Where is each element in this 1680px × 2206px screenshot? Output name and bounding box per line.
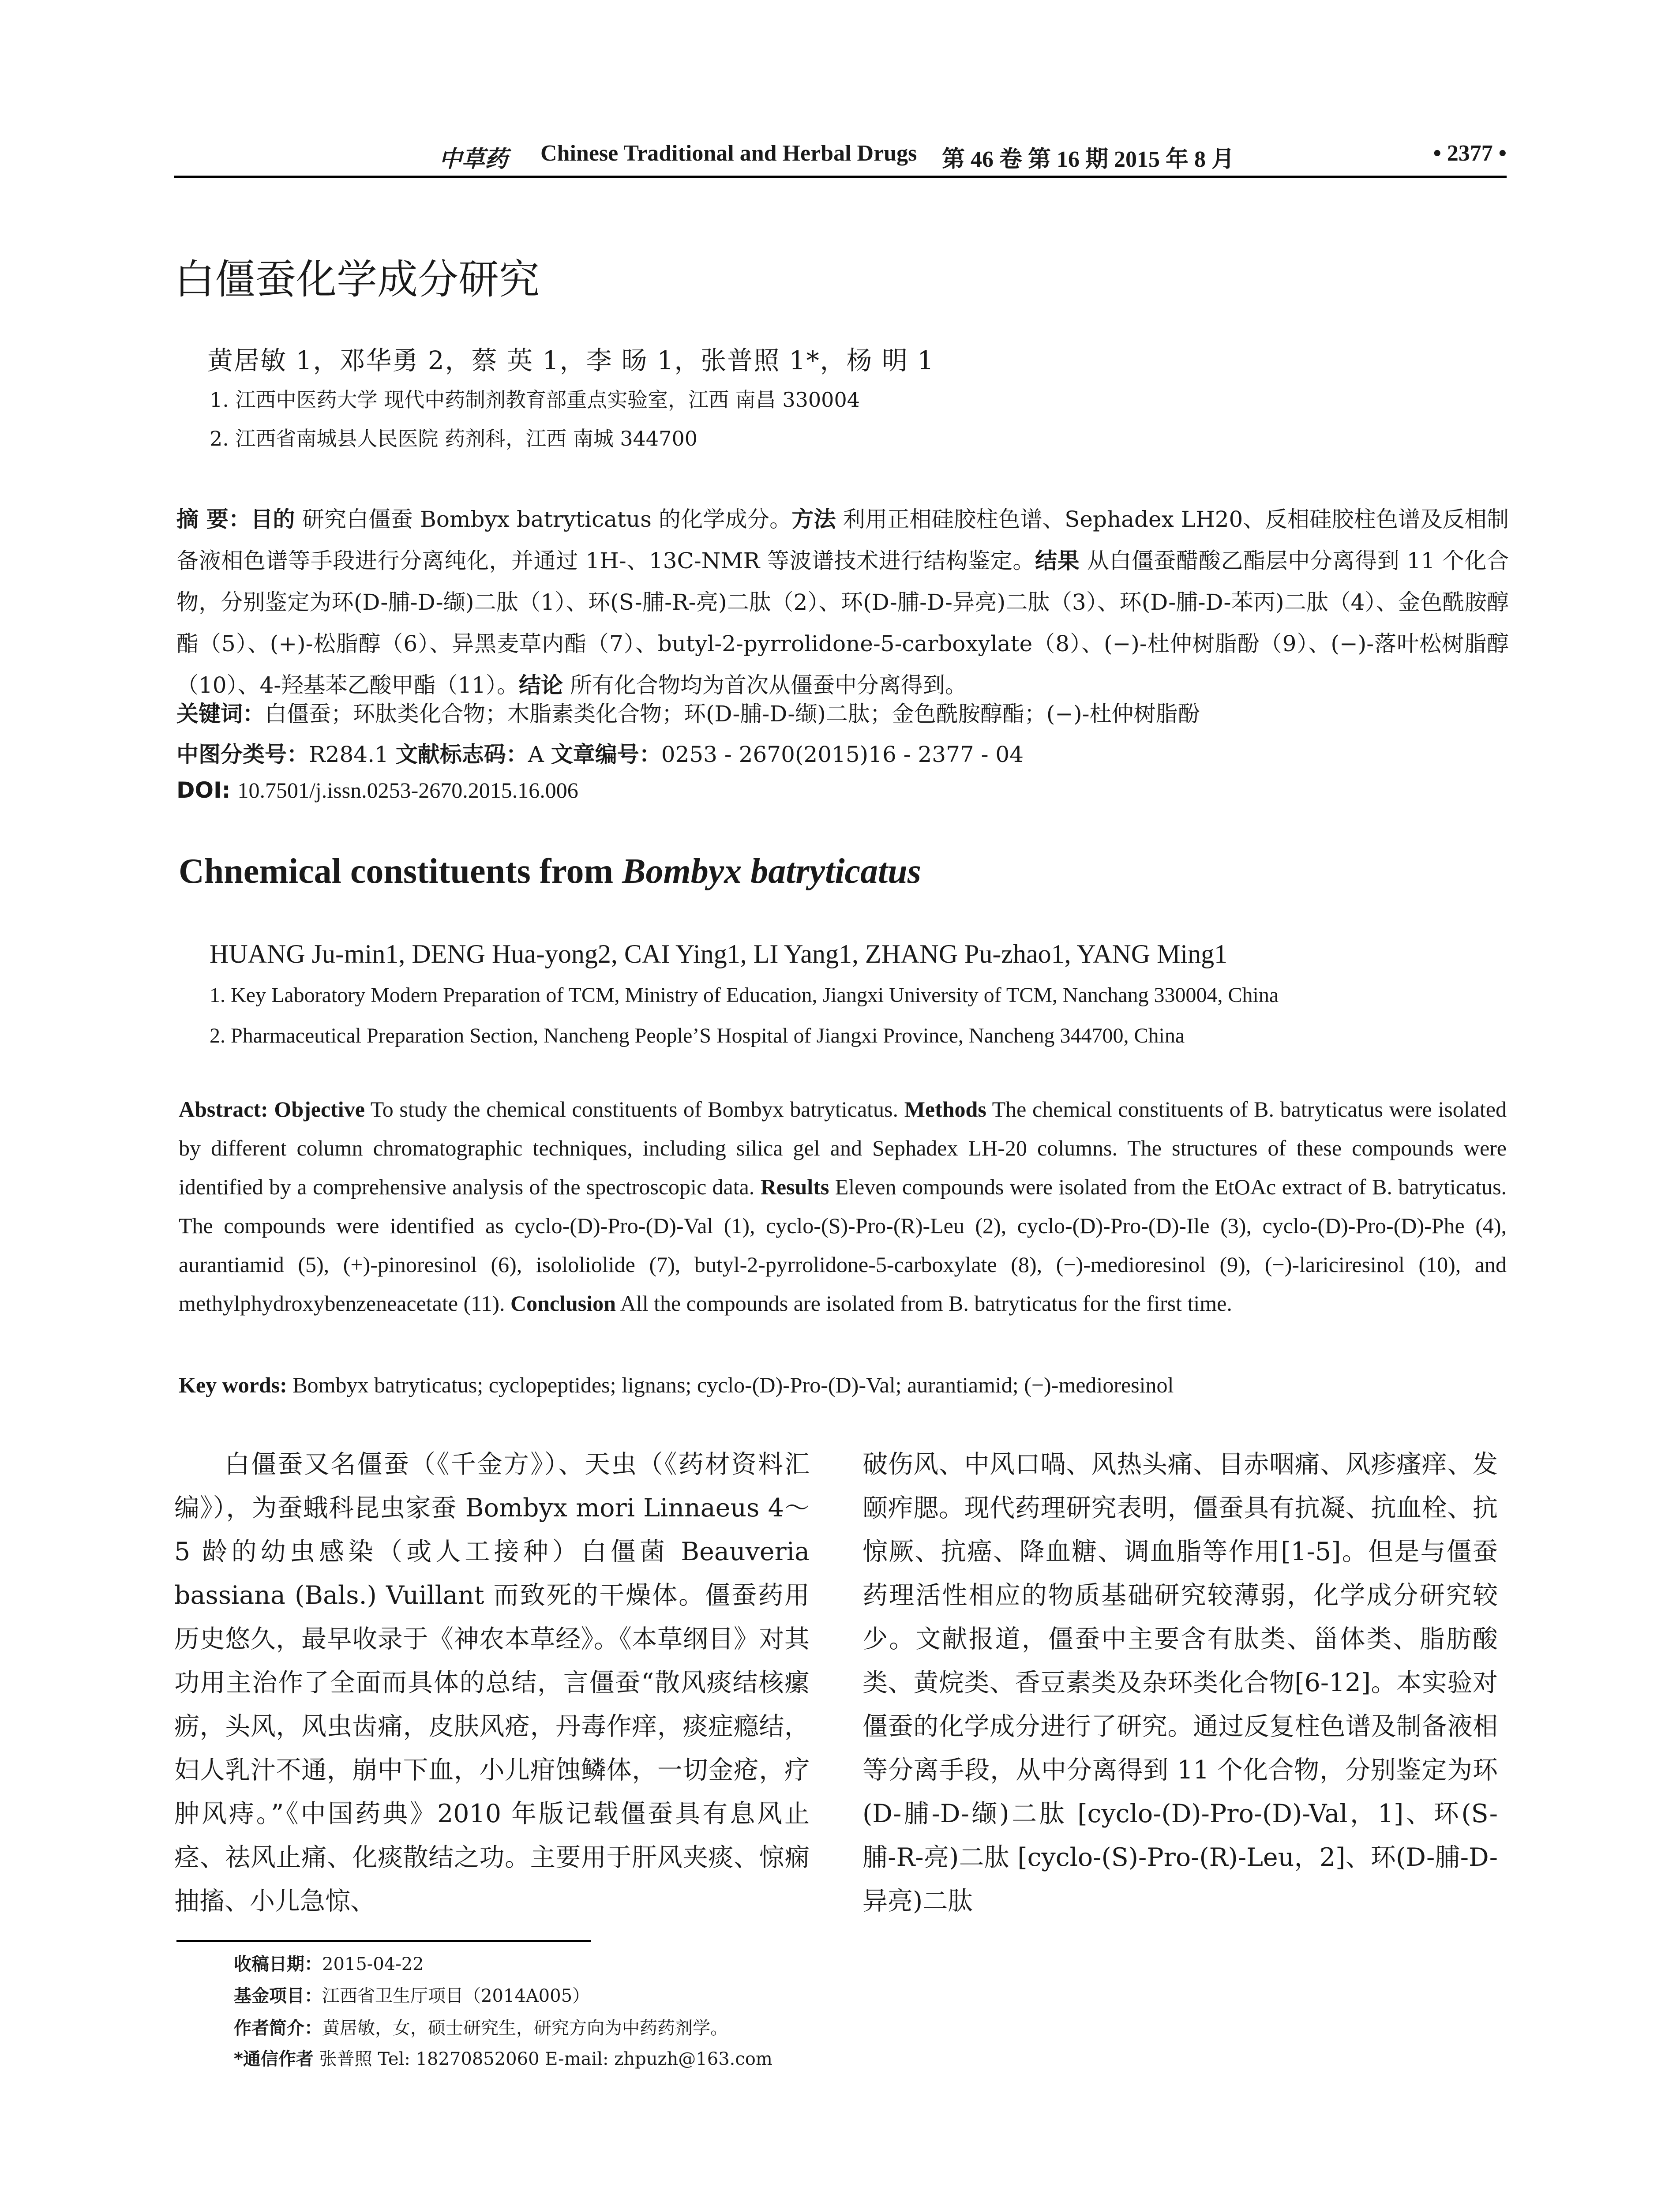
journal-name-cn: 中草药 [439, 146, 508, 173]
article-title-en-species: Bombyx batryticatus [622, 852, 921, 891]
page-number: • 2377 • [1433, 141, 1507, 166]
running-header [174, 140, 1507, 176]
article-title-en [179, 852, 921, 892]
author-bio-text: 黄居敏，女，硕士研究生，研究方向为中药药剂学。 [322, 2018, 728, 2038]
footnote-received [234, 1950, 424, 1975]
results-label-cn: 结果 [1035, 548, 1080, 574]
article-title-cn: 白僵蚕化学成分研究 [174, 256, 540, 303]
affiliation-cn-1: 1. 江西中医药大学 现代中药制剂教育部重点实验室，江西 南昌 330004 [210, 388, 860, 412]
keywords-en [179, 1366, 1507, 1404]
keywords-en-text: Bombyx batryticatus; cyclopeptides; lignans; cyclo-(D)-Pro-(D)-Val; aurantiamid; (−)-medioresinol [292, 1373, 1174, 1397]
footnote-fund [234, 1982, 590, 2007]
article-no-label: 文章编号： [551, 742, 661, 767]
article-title-en-text: Chnemical constituents from [179, 852, 622, 891]
article-no-value: 0253 - 2670(2015)16 - 2377 - 04 [661, 742, 1024, 767]
affiliation-en-1: 1. Key Laboratory Modern Preparation of TCM, Ministry of Education, Jiangxi University of TCM, Nanchang 330004, China [210, 983, 1279, 1007]
results-text-en: Eleven compounds were isolated from the EtOAc extract of B. batryticatus. The compounds were identified as cyclo-(D)-Pro-(D)-Val (1), cyclo-(S)-Pro-(R)-Leu (2), cyclo-(D)-Pro-(D)-Ile (3), cyclo-(D)-Pro-(D)-Phe (4), aurantiamid (5), (+)-pinoresinol (6), isololiolide (7), butyl-2-pyrrolidone-5-carboxylate (8), (−)-medioresinol (9), (−)-lariciresinol (10), and methylphydroxybenzeneacetate (11). [179, 1174, 1507, 1316]
classification-line [176, 737, 1024, 769]
journal-name-en: Chinese Traditional and Herbal Drugs [540, 141, 917, 166]
conclusion-text-cn: 所有化合物均为首次从僵蚕中分离得到。 [570, 672, 967, 698]
results-label-en: Results [760, 1174, 829, 1199]
received-label: 收稿日期： [234, 1954, 322, 1974]
header-rule [174, 176, 1507, 178]
objective-text-cn: 研究白僵蚕 Bombyx batryticatus 的化学成分。 [302, 506, 792, 532]
clc-label: 中图分类号： [176, 742, 309, 767]
received-date: 2015-04-22 [322, 1954, 424, 1974]
author-bio-label: 作者简介： [234, 2018, 322, 2038]
affiliation-en-2: 2. Pharmaceutical Preparation Section, Nancheng People’S Hospital of Jiangxi Province, Nancheng 344700, China [210, 1024, 1185, 1047]
footnote-corresponding-author [234, 2045, 772, 2070]
author-list-en: HUANG Ju-min1, DENG Hua-yong2, CAI Ying1, LI Yang1, ZHANG Pu-zhao1, YANG Ming1 [210, 939, 1228, 968]
abstract-en [179, 1090, 1507, 1323]
doc-code-label: 文献标志码： [395, 742, 528, 767]
body-column-left: 白僵蚕又名僵蚕（《千金方》）、天虫（《药材资料汇编》），为蚕蛾科昆虫家蚕 Bombyx mori Linnaeus 4～5 龄的幼虫感染（或人工接种）白僵菌 Beauveria bassiana (Bals.) Vuillant 而致死的干燥体。僵蚕药用历史悠久，最早收录于《神农本草经》。《本草纲目》对其功用主治作了全面而具体的总结，言僵蚕“散风痰结核瘰疬，头风，风虫齿痛，皮肤风疮，丹毒作痒，痰症瘾结，妇人乳汁不通，崩中下血，小儿疳蚀鳞体，一切金疮，疗肿风痔。”《中国药典》2010 年版记载僵蚕具有息风止痉、祛风止痛、化痰散结之功。主要用于肝风夹痰、惊痫抽搐、小儿急惊、 [174, 1450, 810, 1916]
doi-line [176, 777, 578, 803]
footnote-author-bio [234, 2014, 728, 2039]
affiliation-cn-2: 2. 江西省南城县人民医院 药剂科，江西 南城 344700 [210, 427, 698, 450]
methods-label-cn: 方法 [791, 506, 836, 532]
conclusion-text-en: All the compounds are isolated from B. batryticatus for the first time. [620, 1291, 1232, 1316]
methods-text-en: The chemical constituents of B. batryticatus were isolated by different column chromatographic techniques, including silica gel and Sephadex LH-20 columns. The structures of these compounds were identified by a comprehensive analysis of the spectroscopic data. [179, 1097, 1507, 1199]
footnote-rule [176, 1940, 591, 1942]
abstract-en-label: Abstract: [179, 1097, 268, 1122]
methods-label-en: Methods [904, 1097, 986, 1122]
issue-info: 第 46 卷 第 16 期 2015 年 8 月 [942, 147, 1235, 172]
abstract-cn [176, 499, 1509, 706]
keywords-cn [176, 696, 1200, 728]
author-list-cn: 黄居敏 1，邓华勇 2，蔡 英 1，李 旸 1，张普照 1*，杨 明 1 [207, 345, 935, 375]
methods-text-cn: 利用正相硅胶柱色谱、Sephadex LH20、反相硅胶柱色谱及反相制备液相色谱等手段进行分离纯化，并通过 1H-、13C-NMR 等波谱技术进行结构鉴定。 [176, 506, 1509, 574]
objective-text-en: To study the chemical constituents of Bombyx batryticatus. [370, 1097, 899, 1122]
conclusion-label-cn: 结论 [518, 672, 563, 698]
doi-label: DOI: [176, 777, 231, 803]
objective-label-cn: 目的 [251, 506, 295, 532]
clc-value: R284.1 [309, 742, 389, 767]
abstract-cn-label: 摘 要： [176, 506, 251, 532]
doc-code-value: A [528, 742, 544, 767]
corr-text: 张普照 Tel: 18270852060 E-mail: zhpuzh@163.com [319, 2049, 772, 2069]
results-text-cn: 从白僵蚕醋酸乙酯层中分离得到 11 个化合物，分别鉴定为环(D-脯-D-缬)二肽（1）、环(S-脯-R-亮)二肽（2）、环(D-脯-D-异亮)二肽（3）、环(D-脯-D-苯丙)二肽（4）、金色酰胺醇酯（5）、(+)-松脂醇（6）、异黑麦草内酯（7）、butyl-2-pyrrolidone-5-carboxylate（8）、(−)-杜仲树脂酚（9）、(−)-落叶松树脂醇（10）、4-羟基苯乙酸甲酯（11）。 [176, 548, 1509, 698]
objective-label-en: Objective [274, 1097, 365, 1122]
keywords-cn-label: 关键词： [176, 701, 265, 727]
fund-label: 基金项目： [234, 1986, 322, 2006]
doi-value: 10.7501/j.issn.0253-2670.2015.16.006 [237, 778, 578, 803]
corr-label: *通信作者 [234, 2049, 314, 2069]
keywords-cn-text: 白僵蚕；环肽类化合物；木脂素类化合物；环(D-脯-D-缬)二肽；金色酰胺醇酯；(−)-杜仲树脂酚 [265, 701, 1200, 727]
keywords-en-label: Key words: [179, 1373, 287, 1397]
body-column-right: 破伤风、中风口喎、风热头痛、目赤咽痛、风疹瘙痒、发颐痄腮。现代药理研究表明，僵蚕具有抗凝、抗血栓、抗惊厥、抗癌、降血糖、调血脂等作用[1-5]。但是与僵蚕药理活性相应的物质基础研究较薄弱，化学成分研究较少。文献报道，僵蚕中主要含有肽类、甾体类、脂肪酸类、黄烷类、香豆素类及杂环类化合物[6-12]。本实验对僵蚕的化学成分进行了研究。通过反复柱色谱及制备液相等分离手段，从中分离得到 11 个化合物，分别鉴定为环(D-脯-D-缬)二肽 [cyclo-(D)-Pro-(D)-Val，1]、环(S-脯-R-亮)二肽 [cyclo-(S)-Pro-(R)-Leu，2]、环(D-脯-D-异亮)二肽 [862, 1450, 1498, 1916]
conclusion-label-en: Conclusion [510, 1291, 616, 1316]
fund-text: 江西省卫生厅项目（2014A005） [322, 1986, 590, 2006]
